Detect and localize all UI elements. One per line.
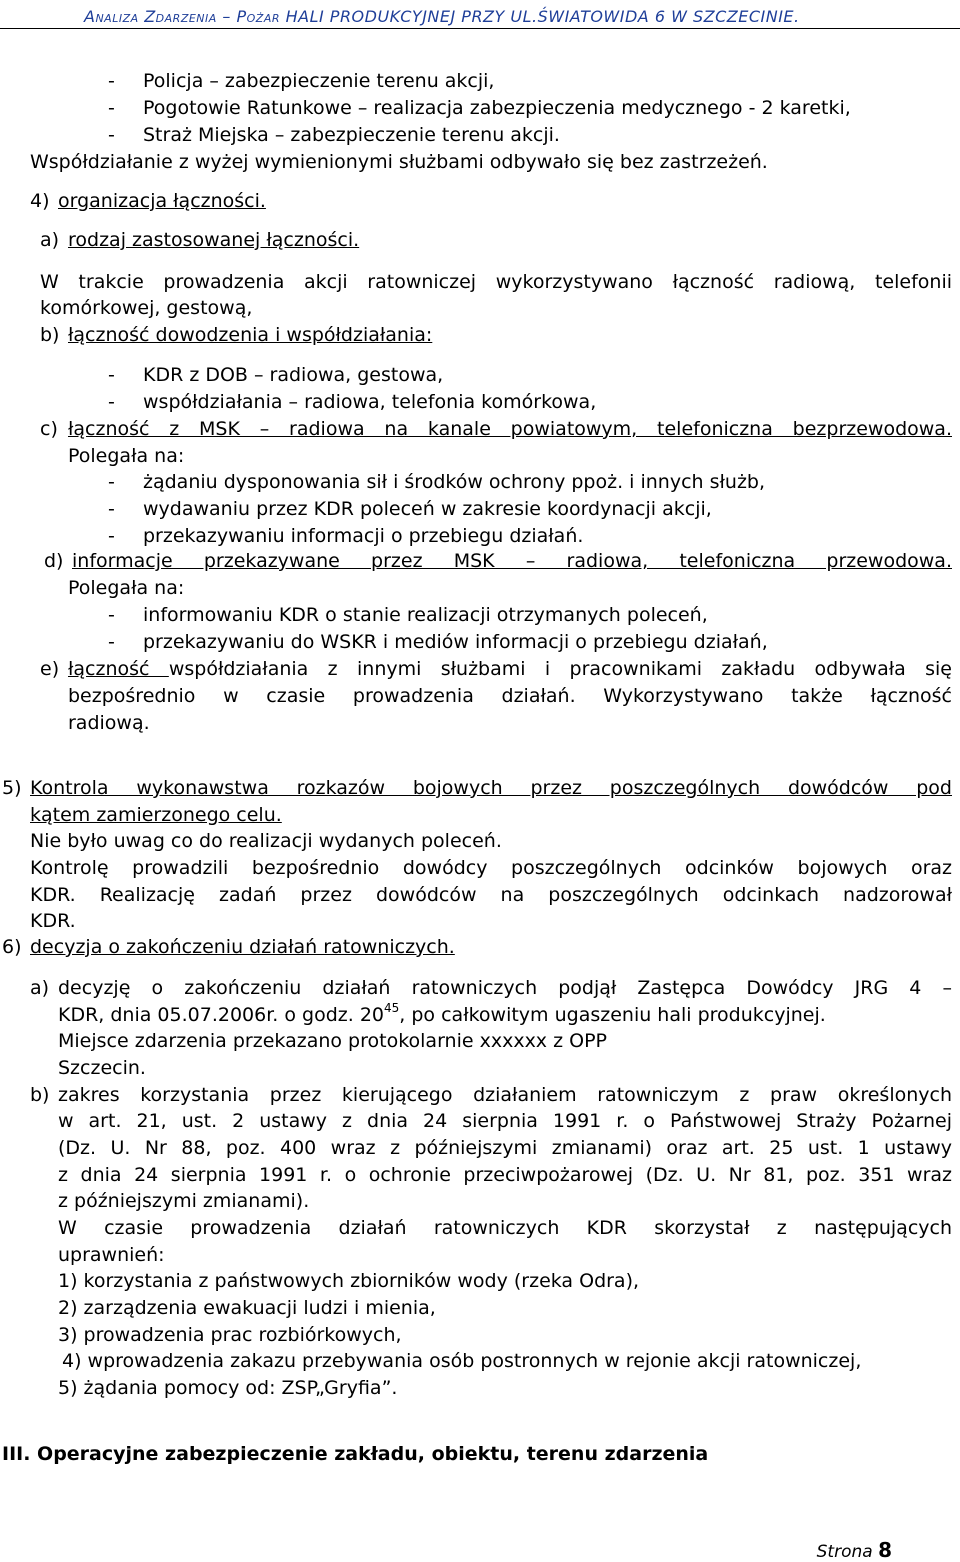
paragraph: zakres korzystania przez kierującego działaniem ratowniczym z praw określonych	[58, 1084, 952, 1106]
list-item: przekazywaniu informacji o przebiegu działań.	[143, 525, 584, 547]
list-dash: -	[108, 364, 115, 386]
section-5-title: Kontrola wykonawstwa rozkazów bojowych przez poszczególnych dowódców pod	[30, 777, 952, 799]
list-item: informowaniu KDR o stanie realizacji otrzymanych poleceń,	[143, 604, 708, 626]
list-item: współdziałania – radiowa, telefonia komórkowa,	[143, 391, 597, 413]
list-dash: -	[108, 631, 115, 653]
section-4-number: 4)	[30, 190, 50, 212]
paragraph: w art. 21, ust. 2 ustawy z dnia 24 sierpnia 1991 r. o Państwowej Straży Pożarnej	[58, 1110, 952, 1132]
item-d-number: d)	[44, 550, 64, 572]
list-item: 4) wprowadzenia zakazu przebywania osób postronnych w rejonie akcji ratowniczej,	[62, 1350, 862, 1372]
item-b-number: b)	[30, 1084, 50, 1106]
paragraph: komórkowej, gestową,	[40, 297, 253, 319]
list-dash: -	[108, 498, 115, 520]
paragraph: KDR. Realizację zadań przez dowódców na poszczególnych odcinkach nadzorował	[30, 884, 952, 906]
section-6-title: decyzja o zakończeniu działań ratowniczych.	[30, 936, 455, 958]
section-heading: III. Operacyjne zabezpieczenie zakładu, obiektu, terenu zdarzenia	[2, 1443, 709, 1465]
item-d-text: informacje przekazywane przez MSK – radiowa, telefoniczna przewodowa.	[72, 550, 952, 572]
paragraph: Współdziałanie z wyżej wymienionymi służbami odbywało się bez zastrzeżeń.	[30, 151, 768, 173]
paragraph: uprawnień:	[58, 1244, 165, 1266]
list-item: Straż Miejska – zabezpieczenie terenu akcji.	[143, 124, 560, 146]
list-item: wydawaniu przez KDR poleceń w zakresie koordynacji akcji,	[143, 498, 712, 520]
item-c-number: c)	[40, 418, 58, 440]
paragraph: (Dz. U. Nr 88, poz. 400 wraz z późniejszymi zmianami) oraz art. 25 ust. 1 ustawy	[58, 1137, 952, 1159]
paragraph: KDR.	[30, 910, 76, 932]
paragraph: Polegała na:	[68, 445, 185, 467]
paragraph: Nie było uwag co do realizacji wydanych poleceń.	[30, 830, 502, 852]
list-dash: -	[108, 70, 115, 92]
item-a-number: a)	[40, 229, 60, 251]
list-item: 5) żądania pomocy od: ZSP„Gryfia”.	[58, 1377, 398, 1399]
list-dash: -	[108, 124, 115, 146]
paragraph: z dnia 24 sierpnia 1991 r. o ochronie przeciwpożarowej (Dz. U. Nr 81, poz. 351 wraz	[58, 1164, 952, 1186]
list-dash: -	[108, 471, 115, 493]
list-item: przekazywaniu do WSKR i mediów informacji o przebiegu działań,	[143, 631, 768, 653]
item-a-title: rodzaj zastosowanej łączności.	[68, 229, 360, 251]
section-5-title: kątem zamierzonego celu.	[30, 804, 282, 826]
section-5-number: 5)	[2, 777, 22, 799]
page-number: Strona 8	[816, 1538, 892, 1562]
item-b-title: łączność dowodzenia i współdziałania:	[68, 324, 433, 346]
item-b-number: b)	[40, 324, 60, 346]
paragraph: radiową.	[68, 712, 150, 734]
list-item: 2) zarządzenia ewakuacji ludzi i mienia,	[58, 1297, 436, 1319]
page-header	[0, 4, 960, 29]
paragraph: W czasie prowadzenia działań ratowniczych KDR skorzystał z następujących	[58, 1217, 952, 1239]
paragraph: Miejsce zdarzenia przekazano protokolarnie xxxxxx z OPP	[58, 1030, 607, 1052]
list-item: Policja – zabezpieczenie terenu akcji,	[143, 70, 495, 92]
paragraph: Polegała na:	[68, 577, 185, 599]
paragraph: W trakcie prowadzenia akcji ratowniczej wykorzystywano łączność radiową, telefonii	[40, 271, 952, 293]
list-dash: -	[108, 391, 115, 413]
list-item: KDR z DOB – radiowa, gestowa,	[143, 364, 444, 386]
list-dash: -	[108, 604, 115, 626]
paragraph: z późniejszymi zmianami).	[58, 1190, 310, 1212]
header-title: Analiza Zdarzenia – Pożar HALI PRODUKCYJNEJ PRZY UL.ŚWIATOWIDA 6 W SZCZECINIE.	[84, 7, 800, 26]
paragraph: KDR, dnia 05.07.2006r. o godz. $20^{45}$, po całkowitym ugaszeniu hali produkcyjnej.	[58, 1001, 826, 1026]
section-4-title: organizacja łączności.	[58, 190, 266, 212]
paragraph: bezpośrednio w czasie prowadzenia działań. Wykorzystywano także łączność	[68, 685, 952, 707]
item-c-text: łączność z MSK – radiowa na kanale powiatowym, telefoniczna bezprzewodowa.	[68, 418, 952, 440]
item-e-number: e)	[40, 658, 60, 680]
list-item: 1) korzystania z państwowych zbiorników wody (rzeka Odra),	[58, 1270, 640, 1292]
paragraph: decyzję o zakończeniu działań ratowniczych podjął Zastępca Dowódcy JRG 4 –	[58, 977, 952, 999]
paragraph: Szczecin.	[58, 1057, 146, 1079]
list-dash: -	[108, 525, 115, 547]
paragraph: Kontrolę prowadzili bezpośrednio dowódcy poszczególnych odcinków bojowych oraz	[30, 857, 952, 879]
list-item: Pogotowie Ratunkowe – realizacja zabezpieczenia medycznego - 2 karetki,	[143, 97, 851, 119]
section-6-number: 6)	[2, 936, 22, 958]
item-e-text: łączność współdziałania z innymi służbami i pracownikami zakładu odbywała się	[68, 658, 952, 680]
list-dash: -	[108, 97, 115, 119]
list-item: 3) prowadzenia prac rozbiórkowych,	[58, 1324, 402, 1346]
item-a-number: a)	[30, 977, 50, 999]
list-item: żądaniu dysponowania sił i środków ochrony ppoż. i innych służb,	[143, 471, 766, 493]
